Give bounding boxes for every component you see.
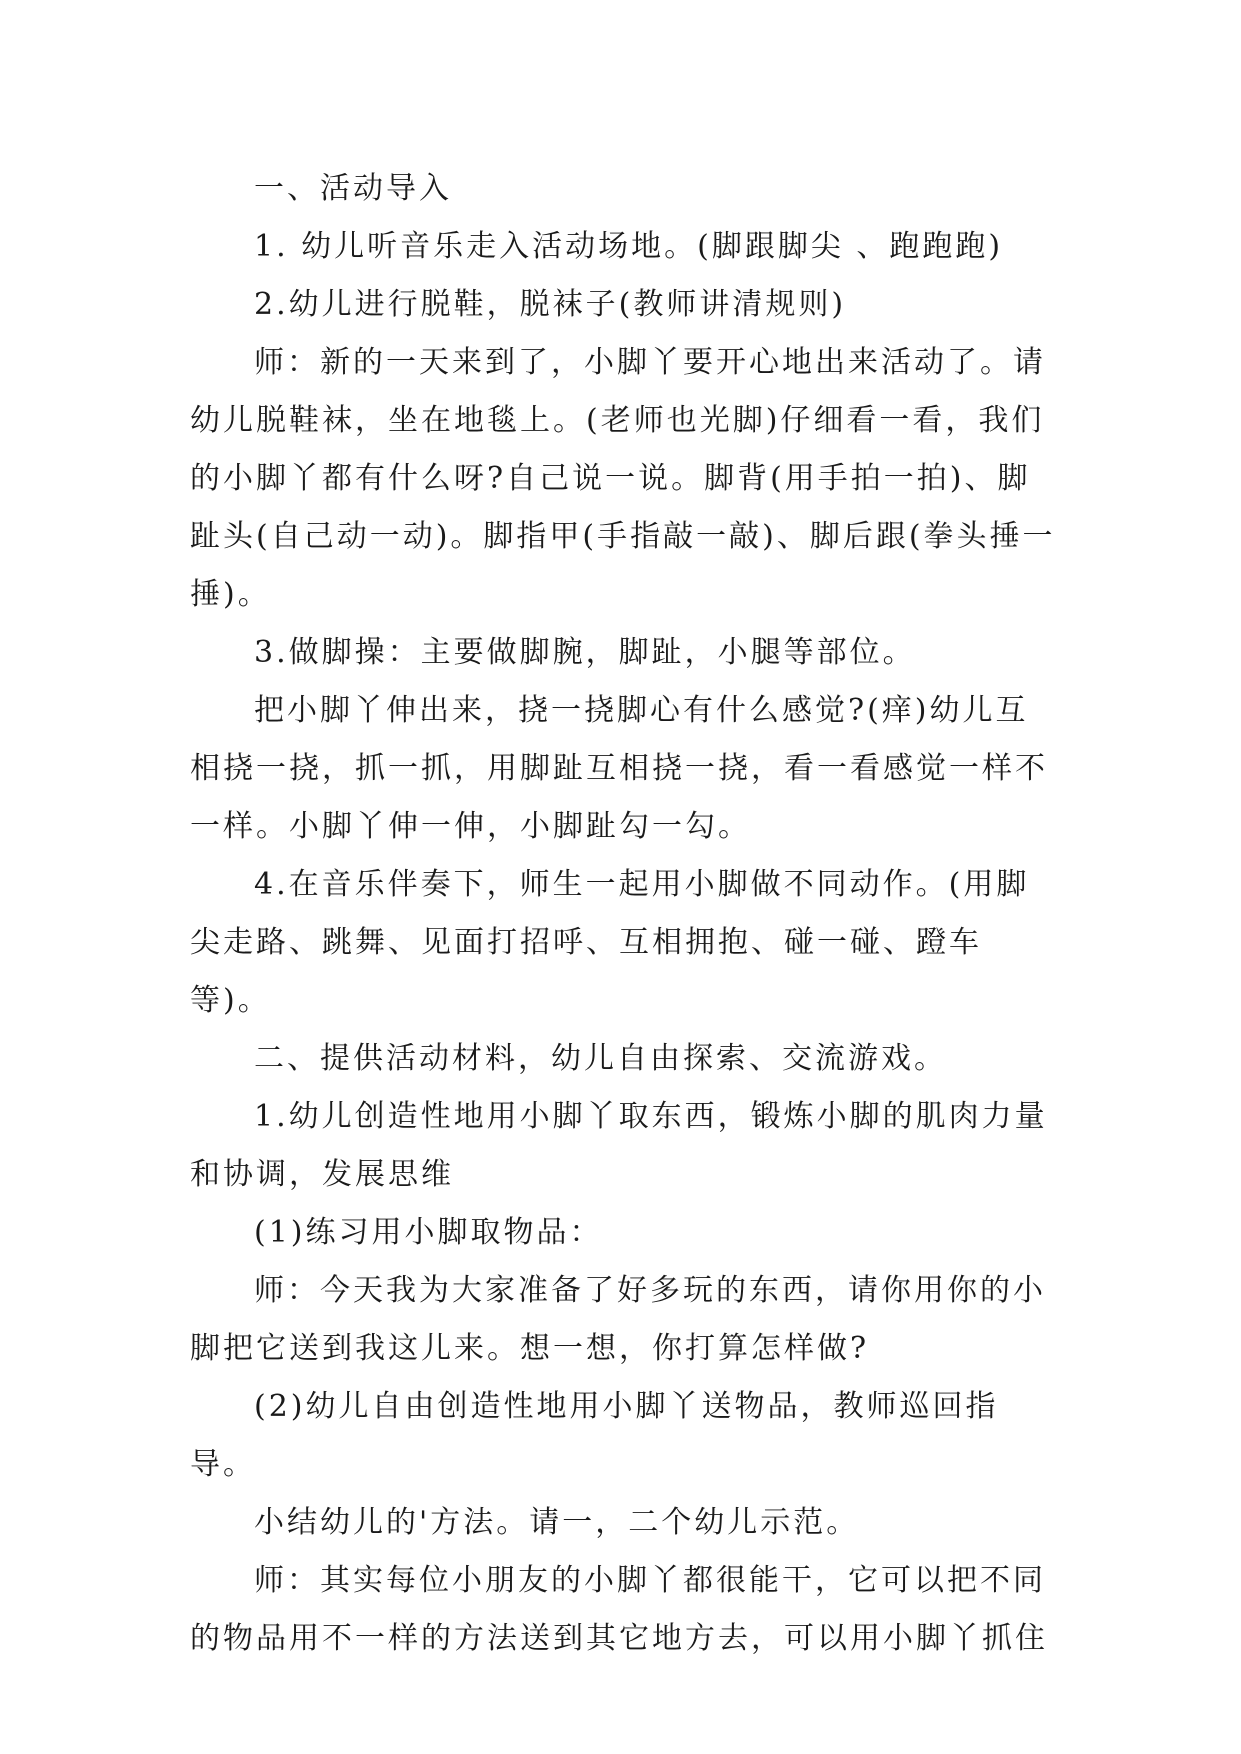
paragraph: 师：新的一天来到了，小脚丫要开心地出来活动了。请幼儿脱鞋袜，坐在地毯上。(老师也光脚)仔细看一看，我们的小脚丫都有什么呀?自己说一说。脚背(用手拍一拍)、脚趾头(自己动一动)。脚指甲(手指敲一敲)、脚后跟(拳头捶一捶)。 (190, 345, 1056, 612)
paragraph: 1. 幼儿听音乐走入活动场地。(脚跟脚尖 、跑跑跑) (254, 229, 1004, 264)
paragraph: 师：其实每位小朋友的小脚丫都很能干，它可以把不同的物品用不一样的方法送到其它地方去，可以用小脚丫抓住 (190, 1563, 1048, 1656)
paragraph: (1)练习用小脚取物品： (254, 1215, 603, 1250)
paragraph: 师：今天我为大家准备了好多玩的东西，请你用你的小脚把它送到我这儿来。想一想，你打算怎样做? (190, 1273, 1046, 1366)
paragraph: (2)幼儿自由创造性地用小脚丫送物品，教师巡回指导。 (190, 1389, 999, 1482)
body-text (190, 160, 1060, 1668)
paragraph: 3.做脚操：主要做脚腕，脚趾，小腿等部位。 (254, 635, 916, 670)
paragraph: 4.在音乐伴奏下，师生一起用小脚做不同动作。(用脚尖走路、跳舞、见面打招呼、互相拥抱、碰一碰、蹬车等)。 (190, 867, 1030, 1018)
section-heading-activity-intro: 一、活动导入 (254, 171, 452, 206)
paragraph: 把小脚丫伸出来，挠一挠脚心有什么感觉?(痒)幼儿互相挠一挠，抓一抓，用脚趾互相挠一挠，看一看感觉一样不一样。小脚丫伸一伸，小脚趾勾一勾。 (190, 693, 1048, 844)
paragraph: 小结幼儿的'方法。请一，二个幼儿示范。 (254, 1505, 860, 1540)
paragraph: 2.幼儿进行脱鞋，脱袜子(教师讲清规则) (254, 287, 847, 322)
paragraph: 1.幼儿创造性地用小脚丫取东西，锻炼小脚的肌肉力量和协调，发展思维 (190, 1099, 1048, 1192)
section-heading-materials: 二、提供活动材料，幼儿自由探索、交流游戏。 (254, 1041, 947, 1076)
